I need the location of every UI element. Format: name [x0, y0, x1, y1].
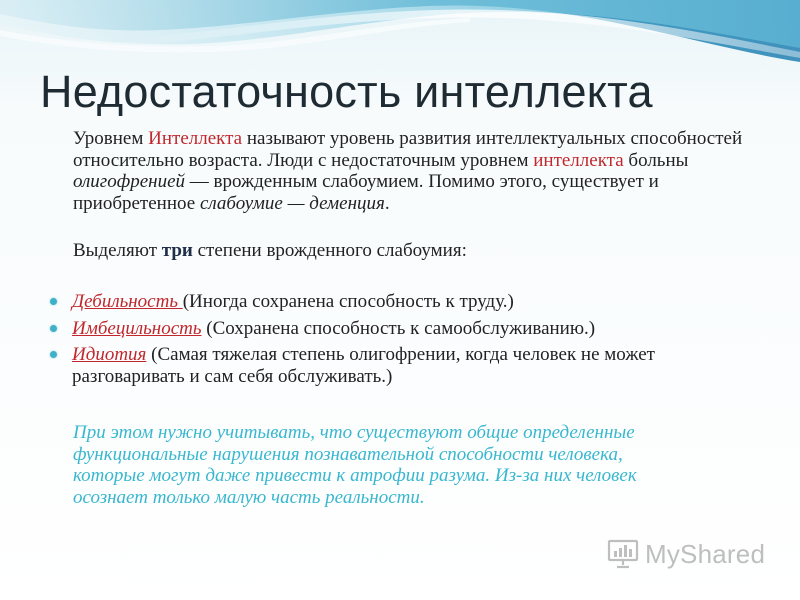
list-item-description: (Сохранена способность к самообслуживанию.) [201, 317, 596, 339]
bullet-dot-icon [50, 351, 57, 358]
term-imbecility: Имбецильность [72, 317, 202, 339]
closing-note: При этом нужно учитывать, что существуют общие определенные функциональные нарушения познавательной способности человека, которые могут даже привести к атрофии разума. Из-за них человек осознает только малую часть реальности. [73, 422, 637, 508]
definition-text: больны [623, 149, 689, 171]
list-item [50, 318, 770, 340]
bullet-dot-icon [50, 325, 57, 332]
list-item-description: (Иногда сохранена способность к труду.) [182, 291, 514, 312]
myshared-watermark [607, 537, 765, 571]
degrees-list [50, 291, 770, 392]
term-intellect-2: интеллекта [533, 149, 624, 171]
definition-text: Уровнем [73, 128, 149, 149]
term-idiocy: Идиотия [72, 344, 147, 365]
term-oligophrenia: олигофренией [73, 171, 186, 192]
definition-text: . [384, 192, 390, 214]
presentation-board-icon [607, 538, 639, 570]
watermark-text: MyShared [645, 538, 766, 569]
term-intellect: Интеллекта [148, 128, 243, 149]
definition-text: называют уровень развития интеллектуальных способностей относительно возраста. Люди с недостаточным уровнем [73, 128, 743, 171]
definition-text: — врожденным слабоумием. Помимо этого, существует и приобретенное [73, 171, 659, 214]
list-item-description: (Самая тяжелая степень олигофрении, когда человек не может разговаривать и сам себя обслуживать.) [72, 344, 655, 387]
slide-title: Недостаточность интеллекта [40, 66, 653, 117]
term-debility: Дебильность [72, 291, 183, 312]
bullet-dot-icon [50, 298, 57, 305]
definition-paragraph [73, 128, 753, 214]
list-item [50, 291, 770, 313]
degrees-count: три [161, 240, 193, 261]
degrees-intro-text: Выделяют [73, 240, 162, 261]
degrees-intro-text: степени врожденного слабоумия: [192, 240, 467, 261]
list-item [50, 344, 770, 387]
term-dementia: слабоумие — деменция [199, 192, 385, 214]
degrees-intro [73, 240, 753, 262]
